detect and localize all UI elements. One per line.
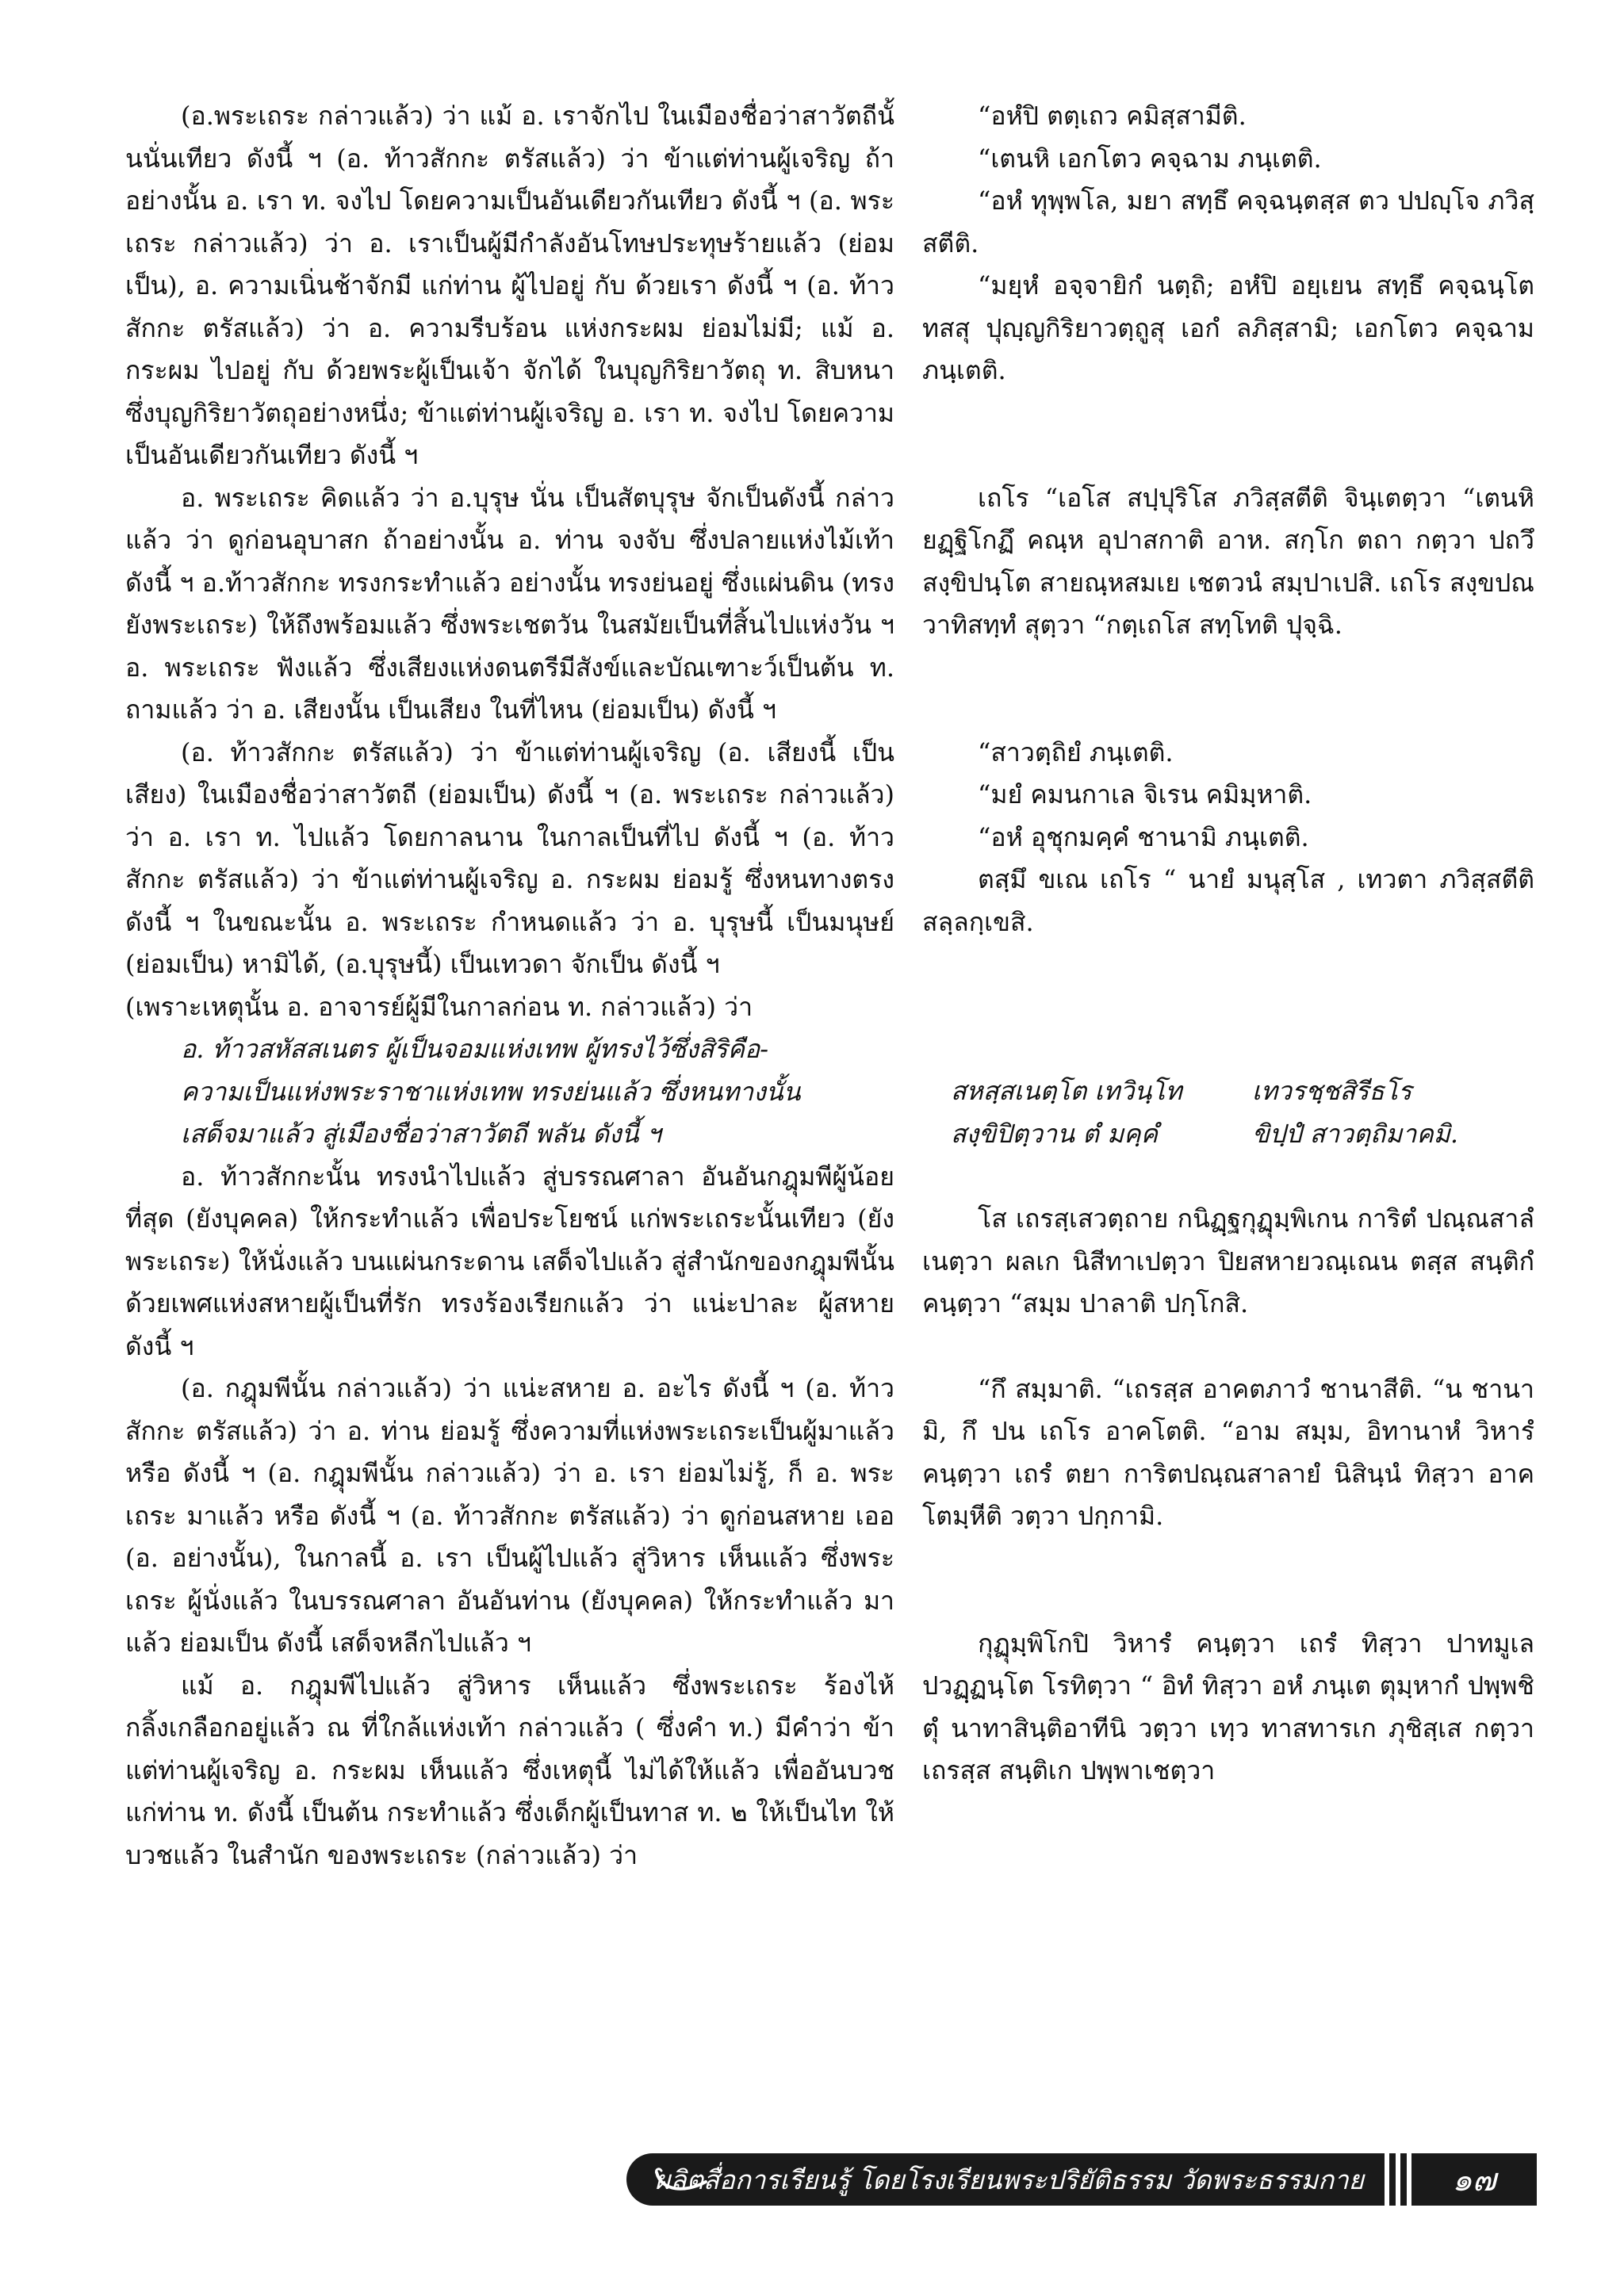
paragraph: “มยํ คมนกาเล จิเรน คมิมฺหาติ. bbox=[978, 779, 1312, 809]
footer-divider-bars bbox=[1385, 2153, 1411, 2206]
paragraph: “อหํ ทุพฺพโล, มยา สทฺธึ คจฺฉนฺตสฺส ตว ปปญฺโจ ภวิสฺสตีติ. bbox=[922, 186, 1534, 258]
verse-half: ขิปฺปํ สาวตฺถิมาคมิ. bbox=[1252, 1118, 1459, 1149]
paragraph: “อหํปิ ตตฺเถว คมิสฺสามีติ. bbox=[978, 101, 1247, 131]
spacer bbox=[922, 1538, 1534, 1623]
spacer bbox=[922, 1155, 1534, 1198]
paragraph: (อ. กฎุมพีนั้น กล่าวแล้ว) ว่า แน่ะสหาย อ. อะไร ดังนี้ ฯ (อ. ท้าวสักกะ ตรัสแล้ว) ว่า อ. ท่าน ย่อมรู้ ซึ่งความที่แห่งพระเถระเป็นผู้มาแล้วหรือ ดังนี้ ฯ (อ. กฎุมพีนั้น กล่าวแล้ว) ว่า อ. เรา ย่อมไม่รู้, ก็ อ. พระเถระ มาแล้ว หรือ ดังนี้ ฯ (อ. ท้าวสักกะ ตรัสแล้ว) ว่า ดูก่อนสหาย เออ (อ. อย่างนั้น), ในกาลนี้ อ. เรา เป็นผู้ไปแล้ว สู่วิหาร เห็นแล้ว ซึ่งพระเถระ ผู้นั่งแล้ว ในบรรณศาลา อันอันท่าน (ยังบุคคล) ให้กระทำแล้ว มาแล้ว ย่อมเป็น ดังนี้ เสด็จหลีกไปแล้ว ฯ bbox=[125, 1373, 894, 1658]
verse-line bbox=[922, 1113, 1534, 1156]
right-column-pali-text bbox=[922, 95, 1534, 1793]
footer-title: ผลิตสื่อการเรียนรู้ โดยโรงเรียนพระปริยัติธรรม วัดพระธรรมกาย bbox=[654, 2164, 1364, 2195]
paragraph: เถโร “เอโส สปฺปุริโส ภวิสฺสตีติ จินฺเตตฺวา “เตนหิ ยฏฺฐิโกฏึ คณฺห อุปาสกาติ อาห. สกฺโก ตถา กตฺวา ปถวึ สงฺขิปนฺโต สายณฺหสมเย เชตวนํ สมฺปาเปสิ. เถโร สงฺขปณวาทิสทฺทํ สุตฺวา “กตฺเถโส สทฺโทติ ปุจฺฉิ. bbox=[922, 482, 1535, 640]
footer-band bbox=[626, 2153, 1385, 2206]
paragraph: อ. พระเถระ คิดแล้ว ว่า อ.บุรุษ นั่น เป็นสัตบุรุษ จักเป็นดังนี้ กล่าวแล้ว ว่า ดูก่อนอุบาสก ถ้าอย่างนั้น อ. ท่าน จงจับ ซึ่งปลายแห่งไม้เท้า ดังนี้ ฯ อ.ท้าวสักกะ ทรงกระทำแล้ว อย่างนั้น ทรงย่นอยู่ ซึ่งแผ่นดิน (ทรงยังพระเถระ) ให้ถึงพร้อมแล้ว ซึ่งพระเชตวัน ในสมัยเป็นที่สิ้นไปแห่งวัน ฯ อ. พระเถระ ฟังแล้ว ซึ่งเสียงแห่งดนตรีมีสังข์และบัณเฑาะว์เป็นต้น ท. ถามแล้ว ว่า อ. เสียงนั้น เป็นเสียง ในที่ไหน (ย่อมเป็น) ดังนี้ ฯ bbox=[125, 482, 894, 725]
left-column-thai-translation bbox=[125, 95, 894, 1877]
paragraph: “สาวตฺถิยํ ภนฺเตติ. bbox=[978, 737, 1174, 767]
paragraph: (อ.พระเถระ กล่าวแล้ว) ว่า แม้ อ. เราจักไป ในเมืองชื่อว่าสาวัตถีนั้นนั่นเทียว ดังนี้ ฯ (อ. ท้าวสักกะ ตรัสแล้ว) ว่า ข้าแต่ท่านผู้เจริญ ถ้าอย่างนั้น อ. เรา ท. จงไป โดยความเป็นอันเดียวกันเทียว ดังนี้ ฯ (อ. พระเถระ กล่าวแล้ว) ว่า อ. เราเป็นผู้มีกำลังอันโทษประทุษร้ายแล้ว (ย่อมเป็น), อ. ความเนิ่นช้าจักมี แก่ท่าน ผู้ไปอยู่ กับ ด้วยเรา ดังนี้ ฯ (อ. ท้าวสักกะ ตรัสแล้ว) ว่า อ. ความรีบร้อน แห่งกระผม ย่อมไม่มี; แม้ อ. กระผม ไปอยู่ กับ ด้วยพระผู้เป็นเจ้า จักได้ ในบุญกิริยาวัตถุ ท. สิบหนา ซึ่งบุญกิริยาวัตถุอย่างหนึ่ง; ข้าแต่ท่านผู้เจริญ อ. เรา ท. จงไป โดยความเป็นอันเดียวกันเทียว ดังนี้ ฯ bbox=[125, 101, 895, 470]
spacer bbox=[922, 392, 1534, 477]
paragraph: “อหํ อุชุกมคฺคํ ชานามิ ภนฺเตติ. bbox=[978, 821, 1309, 852]
verse-block bbox=[125, 1028, 894, 1156]
paragraph: ตสฺมึ ขเณ เถโร “ นายํ มนุสฺโส , เทวตา ภวิสฺสตีติ สลฺลกฺเขสิ. bbox=[922, 864, 1534, 937]
paragraph: โส เถรสฺเสวตฺถาย กนิฏฺฐกุฏุมฺพิเกน การิตํ ปณฺณสาลํ เนตฺวา ผลเก นิสีทาเปตฺวา ปิยสหายวณฺเณน ตสฺส สนฺติกํ คนฺตฺวา “สมฺม ปาลาติ ปกฺโกสิ. bbox=[922, 1203, 1534, 1318]
paragraph: (อ. ท้าวสักกะ ตรัสแล้ว) ว่า ข้าแต่ท่านผู้เจริญ (อ. เสียงนี้ เป็นเสียง) ในเมืองชื่อว่าสาวัตถี (ย่อมเป็น) ดังนี้ ฯ (อ. พระเถระ กล่าวแล้ว) ว่า อ. เรา ท. ไปแล้ว โดยกาลนาน ในกาลเป็นที่ไป ดังนี้ ฯ (อ. ท้าวสักกะ ตรัสแล้ว) ว่า ข้าแต่ท่านผู้เจริญ อ. กระผม ย่อมรู้ ซึ่งหนทางตรง ดังนี้ ฯ ในขณะนั้น อ. พระเถระ กำหนดแล้ว ว่า อ. บุรุษนี้ เป็นมนุษย์ (ย่อมเป็น) หามิได้, (อ.บุรุษนี้) เป็นเทวดา จักเป็น ดังนี้ ฯ bbox=[125, 737, 895, 979]
verse-line bbox=[922, 1070, 1534, 1113]
page-number: ๑๗ bbox=[1411, 2153, 1537, 2206]
verse-half: สงฺขิปิตฺวาน ตํ มคฺคํ bbox=[951, 1118, 1158, 1149]
paragraph: อ. ท้าวสักกะนั้น ทรงนำไปแล้ว สู่บรรณศาลา อันอันกฎุมพีผู้น้อยที่สุด (ยังบุคคล) ให้กระทำแล้ว เพื่อประโยชน์ แก่พระเถระนั้นเทียว (ยังพระเถระ) ให้นั่งแล้ว บนแผ่นกระดาน เสด็จไปแล้ว สู่สำนักของกฎุมพีนั้น ด้วยเพศแห่งสหายผู้เป็นที่รัก ทรงร้องเรียกแล้ว ว่า แน่ะปาละ ผู้สหาย ดังนี้ ฯ bbox=[125, 1161, 894, 1361]
verse-line: เสด็จมาแล้ว สู่เมืองชื่อว่าสาวัตถี พลัน ดังนี้ ฯ bbox=[181, 1119, 661, 1149]
paragraph: “เตนหิ เอกโตว คจฺฉาม ภนฺเตติ. bbox=[978, 143, 1322, 174]
verse-half: เทวรชฺชสิรีธโร bbox=[1252, 1076, 1412, 1106]
verse-half: สหสฺสเนตฺโต เทวินฺโท bbox=[951, 1076, 1182, 1106]
verse-line: ความเป็นแห่งพระราชาแห่งเทพ ทรงย่นแล้ว ซึ่งหนทางนั้น bbox=[181, 1076, 801, 1107]
verse-line: อ. ท้าวสหัสสเนตร ผู้เป็นจอมแห่งเทพ ผู้ทรงไว้ซึ่งสิริคือ- bbox=[181, 1034, 769, 1064]
spacer bbox=[922, 1326, 1534, 1368]
swash-ornament-icon bbox=[653, 2164, 709, 2195]
paragraph: “มยฺหํ อจฺจายิกํ นตฺถิ; อหํปิ อยฺเยน สทฺธึ คจฺฉนฺโต ทสสุ ปุญฺญกิริยาวตฺถูสุ เอกํ ลภิสฺสามิ; เอกโตว คจฺฉาม ภนฺเตติ. bbox=[922, 270, 1534, 385]
paragraph: (เพราะเหตุนั้น อ. อาจารย์ผู้มีในกาลก่อน ท. กล่าวแล้ว) ว่า bbox=[125, 991, 753, 1022]
spacer bbox=[922, 943, 1534, 1070]
paragraph: แม้ อ. กฎุมพีไปแล้ว สู่วิหาร เห็นแล้ว ซึ่งพระเถระ ร้องไห้กลิ้งเกลือกอยู่แล้ว ณ ที่ใกล้แห่งเท้า กล่าวแล้ว ( ซึ่งคำ ท.) มีคำว่า ข้าแต่ท่านผู้เจริญ อ. กระผม เห็นแล้ว ซึ่งเหตุนี้ ไม่ได้ให้แล้ว เพื่ออันบวช แก่ท่าน ท. ดังนี้ เป็นต้น กระทำแล้ว ซึ่งเด็กผู้เป็นทาส ท. ๒ ให้เป็นไท ให้บวชแล้ว ในสำนัก ของพระเถระ (กล่าวแล้ว) ว่า bbox=[125, 1670, 894, 1870]
page-footer bbox=[626, 2153, 1537, 2206]
spacer bbox=[922, 647, 1534, 732]
paragraph: “กึ สมฺมาติ. “เถรสฺส อาคตภาวํ ชานาสีติ. “น ชานามิ, กึ ปน เถโร อาคโตติ. “อาม สมฺม, อิทานาหํ วิหารํ คนฺตฺวา เถรํ ตยา การิตปณฺณสาลายํ นิสินฺนํ ทิสฺวา อาคโตมฺหีติ วตฺวา ปกฺกามิ. bbox=[922, 1373, 1534, 1531]
paragraph: กุฏุมฺพิโกปิ วิหารํ คนฺตฺวา เถรํ ทิสฺวา ปาทมูเล ปวฏฺฏนฺโต โรทิตฺวา “ อิทํ ทิสฺวา อหํ ภนฺเต ตุมฺหากํ ปพฺพชิตุํ นาทาสินฺติอาทีนิ วตฺวา เทฺว ทาสทารเก ภุชิสฺเส กตฺวา เถรสฺส สนฺติเก ปพฺพาเชตฺวา bbox=[922, 1628, 1534, 1785]
